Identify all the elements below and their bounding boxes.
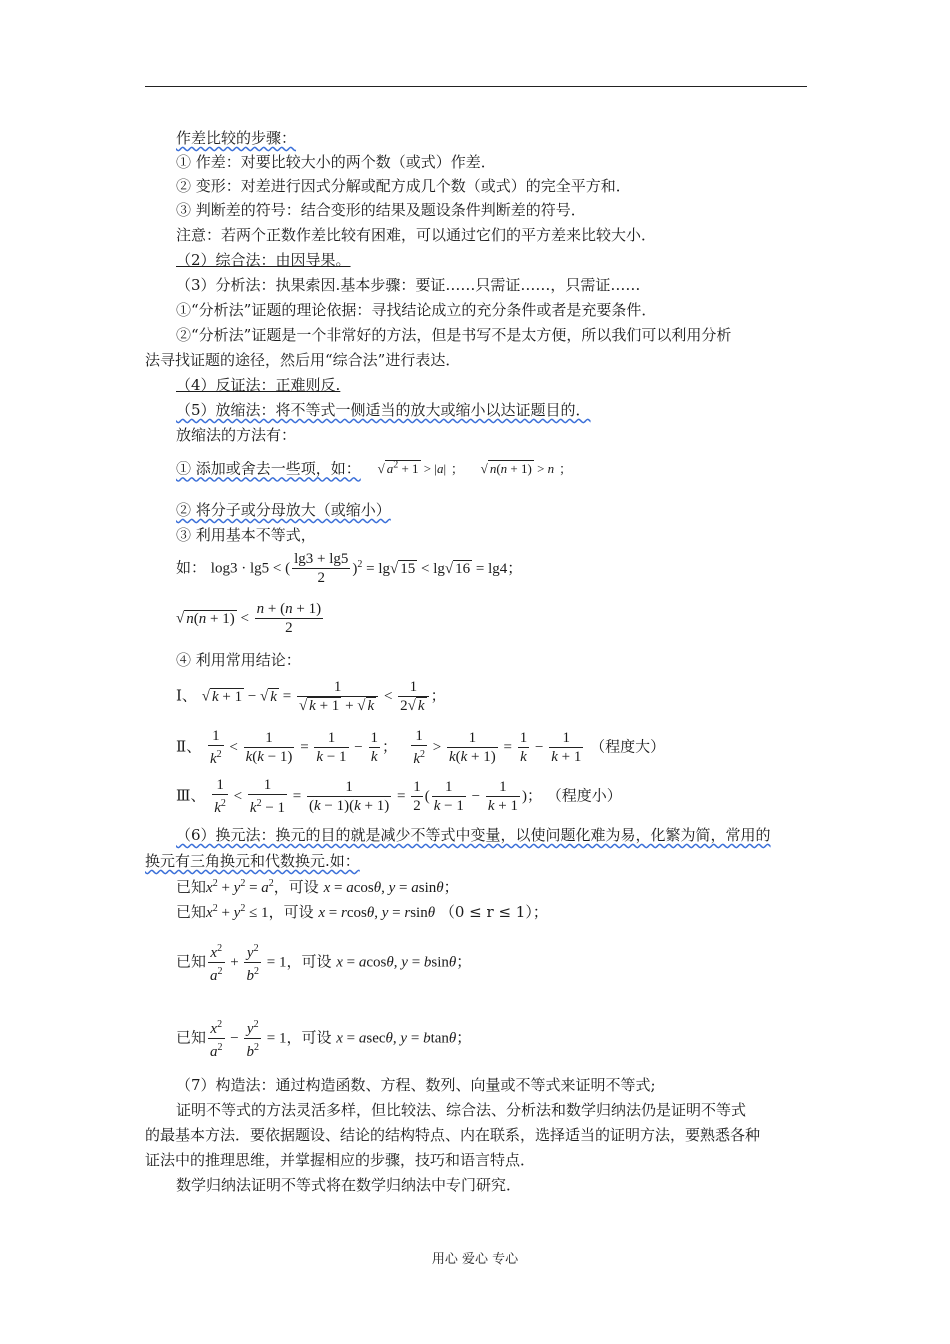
scaling-add-remove: ① 添加或舍去一些项，如： √ $a^2 + 1 > |a|$ ； √ n(n + 1) > n ； [176,459,572,478]
sub-hyperbola: 已知 $\frac{x^2}{a^2}$ − $\frac{y^2}{b^2}$ = 1，可设 x = asecθ, y = btanθ； [176,1016,471,1061]
sub-circle: 已知$x^2 + y^2 = a^2$，可设 x = acosθ, y = asinθ； [176,878,459,896]
method-analysis: （3）分析法：执果索因.基本步骤：要证……只需证……，只需证…… [176,276,641,294]
note: 注意：若两个正数作差比较有困难，可以通过它们的平方差来比较大小． [176,226,657,244]
formula-sqrt-n: √ n(n + 1) > n [480,461,555,477]
summary-3: 证法中的推理思维，并掌握相应的步骤，技巧和语言特点． [145,1151,536,1169]
heading-steps: 作差比较的步骤： [176,129,297,147]
formula-sqrt-a: √ $a^2 + 1 > |a|$ [377,460,447,477]
summary-2: 的最基本方法．要依据题设、结论的结构特点、内在联系，选择适当的证明方法，要熟悉各种 [145,1126,761,1144]
scaling-fraction: ② 将分子或分母放大（或缩小） [176,501,391,519]
method-contradiction: （4）反证法：正难则反. [176,376,341,394]
induction-note: 数学归纳法证明不等式将在数学归纳法中专门研究． [176,1176,522,1194]
step-2: ② 变形：对差进行因式分解或配方成几个数（或式）的完全平方和． [176,177,631,195]
sub-disk: 已知$x^2 + y^2 \le 1$，可设 x = rcosθ, y = rsinθ （0 ≤ r ≤ 1）； [176,903,548,921]
sub-ellipse: 已知 $\frac{x^2}{a^2}$ + $\frac{y^2}{b^2}$ = 1，可设 x = acosθ, y = bsinθ； [176,940,471,985]
result-2: Ⅱ、 $\frac{1}{k^2}$ < $\frac{1}{k(k - 1)}$ = $\frac{1}{k - 1}$ − $\frac{1}{k}$ ； $\frac{1}{k^2}$ > $\frac{1}{k(k + 1)}$ = $\frac{1}{k}$ − $\frac{1}{k + 1}$ （程度大） [176,728,666,767]
page-footer: 用心 爱心 专心 [431,1252,519,1267]
method-construction: （7）构造法：通过构造函数、方程、数列、向量或不等式来证明不等式; [176,1076,656,1094]
substitution-types: 换元有三角换元和代数换元.如： [145,852,360,870]
step-3: ③ 判断差的符号：结合变形的结果及题设条件判断差的符号． [176,201,586,219]
example-sqrt-n: √ n(n + 1) < $\frac{n + (n + 1)}{2}$ [176,601,322,636]
analysis-basis: ①“分析法”证题的理论依据：寻找结论成立的充分条件或者是充要条件． [176,301,657,319]
scaling-methods: 放缩法的方法有： [176,426,297,444]
result-3: Ⅲ、 $\frac{1}{k^2}$ < $\frac{1}{k^2 - 1}$ = $\frac{1}{(k - 1)(k + 1)}$ = $\frac{1}{2}$ ( $\frac{1}{k - 1}$ − $\frac{1}{k + 1}$ )； （程度小） [176,777,622,816]
example-log: 如： log3 · lg5 < ( $\frac{\lg 3 + \lg 5}{2}$ )$^2$ = lg√ 15 < lg√ 16 = lg4； [176,551,523,586]
method-substitution: （6）换元法：换元的目的就是减少不等式中变量，以使问题化难为易，化繁为简，常用的 [176,826,771,844]
method-scaling: （5）放缩法：将不等式一侧适当的放大或缩小以达证题目的． [176,401,591,419]
analysis-note-1: ②“分析法”证题是一个非常好的方法，但是书写不是太方便，所以我们可以利用分析 [176,326,732,344]
fraction-lg: $\frac{\lg 3 + \lg 5}{2}$ [294,551,349,586]
result-1: Ⅰ、 √ k + 1 − √ k = $\frac{1}{√ k + 1 + √ k}$ < $\frac{1}{2√ k}$ ； [176,679,446,714]
step-1: ① 作差：对要比较大小的两个数（或式）作差． [176,153,496,171]
header-rule [145,86,807,87]
scaling-basic-inequality: ③ 利用基本不等式， [176,526,316,544]
method-synthesis: （2）综合法：由因导果。 [176,251,351,269]
scaling-common-results: ④ 利用常用结论： [176,651,301,669]
analysis-note-2: 法寻找证题的途径，然后用“综合法”进行表达． [145,351,461,369]
summary-1: 证明不等式的方法灵活多样，但比较法、综合法、分析法和数学归纳法仍是证明不等式 [176,1101,747,1119]
